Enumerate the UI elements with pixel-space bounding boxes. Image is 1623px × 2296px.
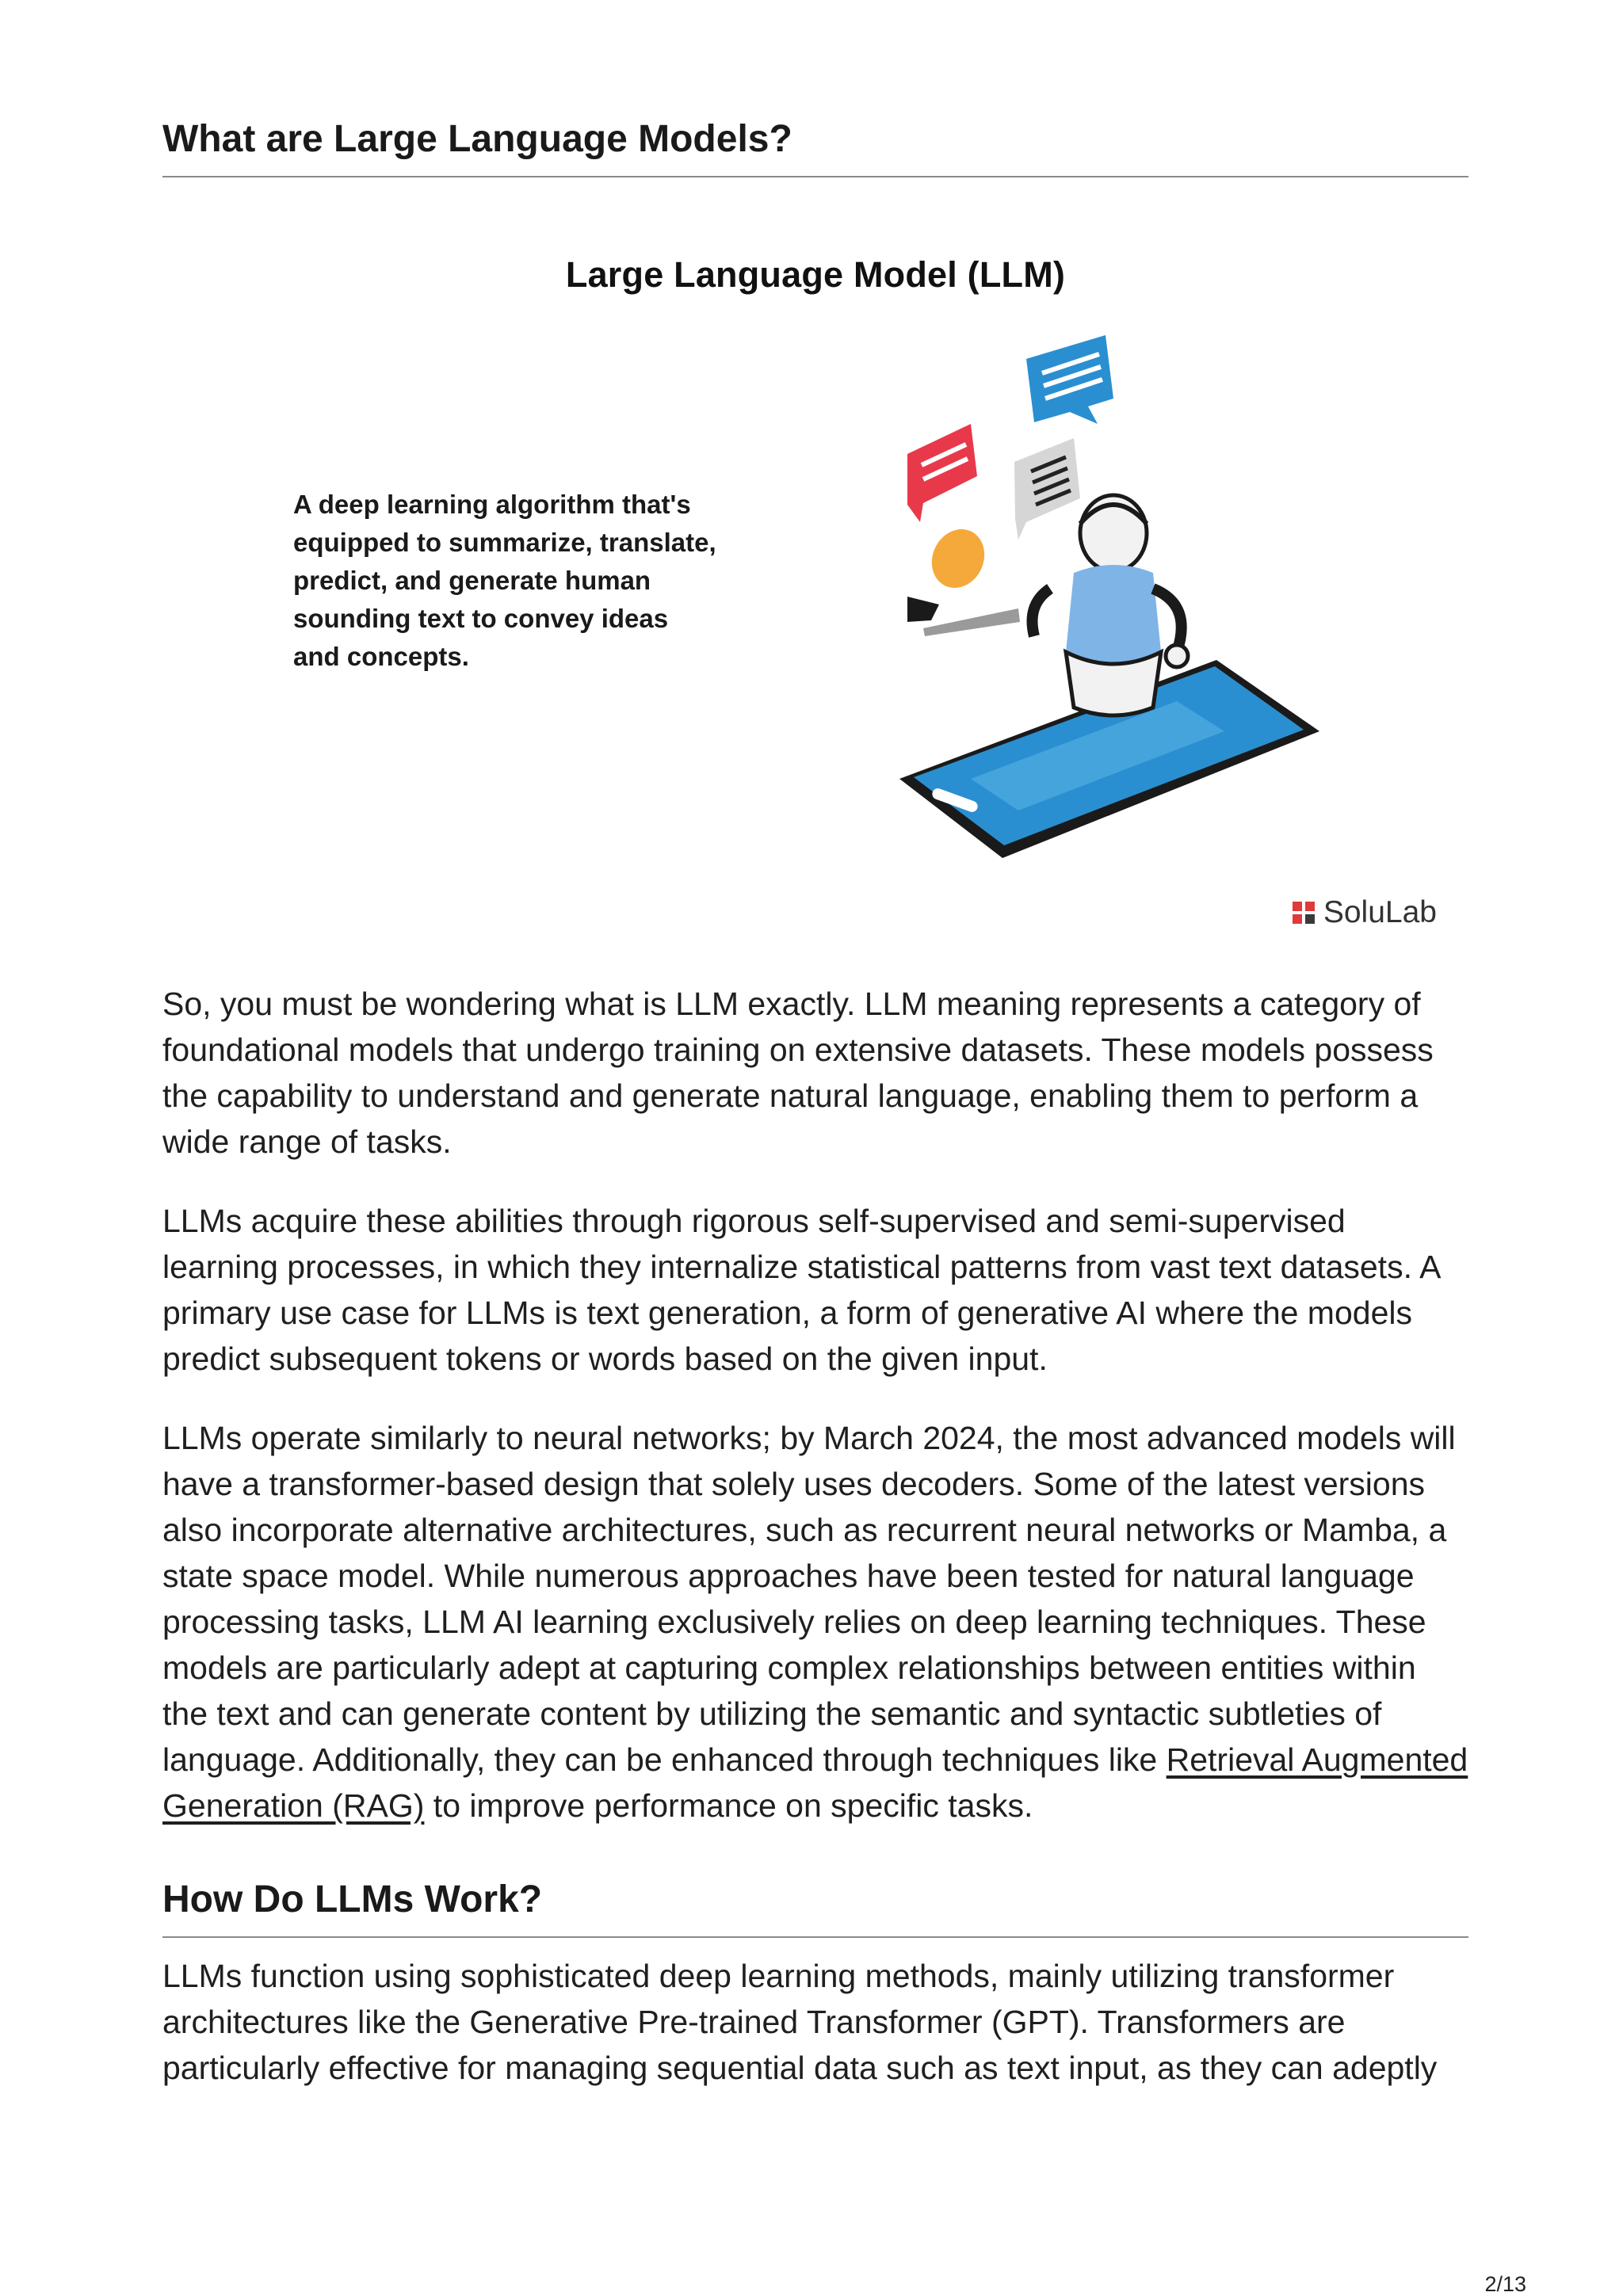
figure-description: A deep learning algorithm that's equipped to summarize, translate, predict, and generate human sounding text to convey ideas and concepts. — [293, 490, 716, 671]
paragraph-llm-learning: LLMs acquire these abilities through rigorous self-supervised and semi-supervised learning processes, in which they internalize statistical patterns from vast text datasets. A primary use case for LLMs is text generation, a form of generative AI where the models predict subsequent tokens or words based on the given input. — [162, 1203, 1440, 1377]
paragraph-llm-meaning: So, you must be wondering what is LLM exactly. LLM meaning represents a category of foundational models that undergo training on extensive datasets. These models possess the capability to understand and generate natural language, enabling them to perform a wide range of tasks. — [162, 986, 1434, 1160]
brand-name: SoluLab — [1323, 895, 1437, 929]
robot-icon — [907, 495, 1188, 715]
orange-bubble-icon — [922, 521, 994, 597]
solulab-brand — [1292, 895, 1437, 930]
paragraph-how-llms-work: LLMs function using sophisticated deep learning methods, mainly utilizing transformer architectures like the Generative Pre-trained Transformer (GPT). Transformers are particularly effective for managing sequential data such as text input, as they can adeptly — [162, 1958, 1438, 2086]
llm-figure — [162, 242, 1468, 939]
gray-chat-bubble-icon — [1014, 438, 1080, 540]
section-heading-what-are-llms: What are Large Language Models? — [162, 117, 1468, 177]
solulab-logo-icon — [1292, 901, 1316, 925]
paragraph-text: LLMs operate similarly to neural networks; by March 2024, the most advanced models will have a transformer-based design that solely uses decoders. Some of the latest versions also incorporate alternative architectures, such as recurrent neural networks or Mamba, a state space model. While numerous approaches have been tested for natural language processing tasks, LLM AI learning exclusively relies on deep learning techniques. These models are particularly adept at capturing complex relationships between entities within the text and can generate content by utilizing the semantic and syntactic subtleties of language. Additionally, they can be enhanced through techniques like — [162, 1420, 1456, 1778]
section-heading-how-llms-work: How Do LLMs Work? — [162, 1878, 1468, 1938]
paragraph-llm-architecture — [162, 1415, 1468, 1829]
robot-on-smartphone-illustration — [876, 335, 1367, 890]
figure-title: Large Language Model (LLM) — [565, 254, 1066, 295]
red-chat-bubble-icon — [907, 424, 977, 522]
rag-link[interactable]: Retrieval Augmented Generation (RAG) — [162, 1741, 1468, 1824]
page-number: 2/13 — [1484, 2272, 1526, 2296]
blue-chat-bubble-icon — [1026, 335, 1113, 424]
paragraph-text: to improve performance on specific tasks. — [424, 1787, 1033, 1824]
